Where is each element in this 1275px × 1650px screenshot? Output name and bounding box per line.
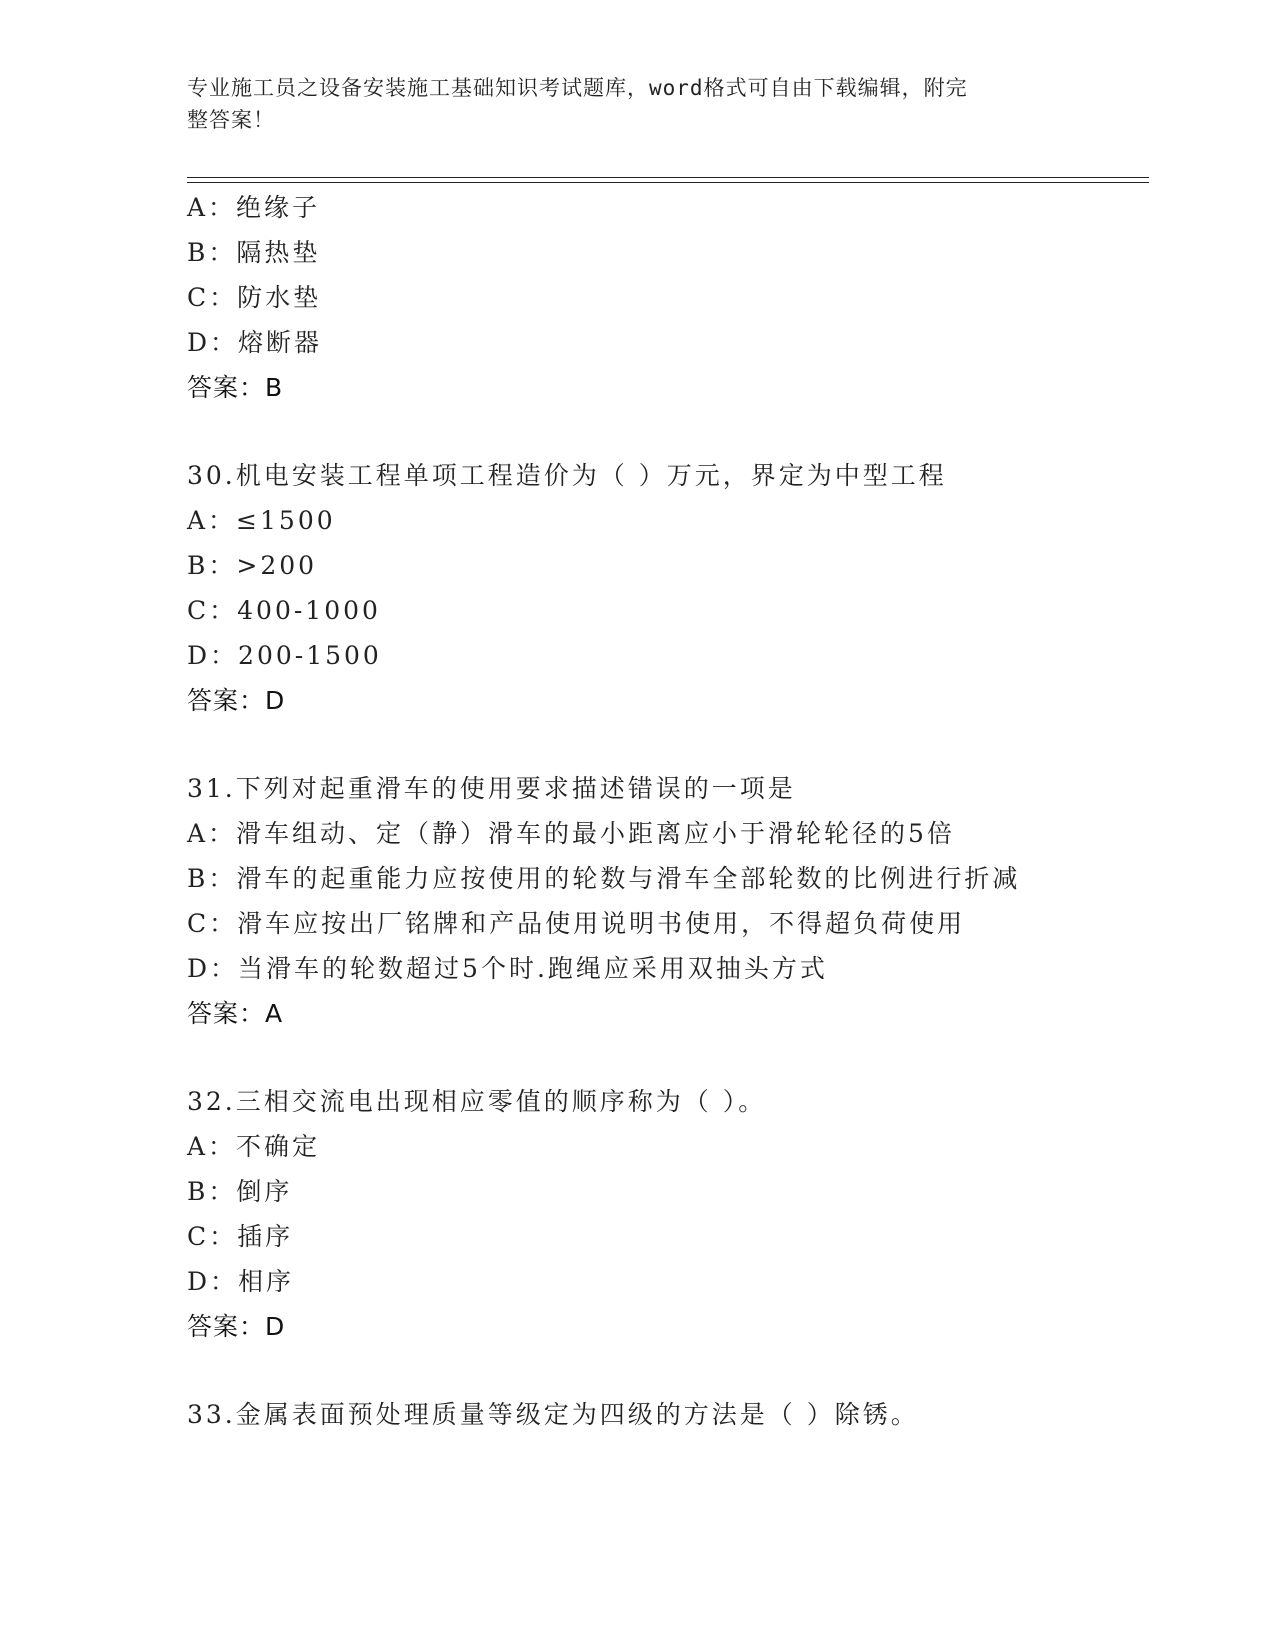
answer-line: 答案：A xyxy=(187,999,284,1028)
option-a: A：不确定 xyxy=(187,1132,321,1161)
option-b: B：>200 xyxy=(187,551,318,580)
option-a: A：≤1500 xyxy=(187,506,336,535)
option-d: D：相序 xyxy=(187,1267,295,1296)
header-line-1: 专业施工员之设备安装施工基础知识考试题库，word格式可自由下载编辑，附完 xyxy=(187,76,968,100)
option-d: D：当滑车的轮数超过5个时.跑绳应采用双抽头方式 xyxy=(187,954,828,983)
header-divider-top xyxy=(187,177,1149,178)
document-header xyxy=(187,72,1067,136)
option-d: D：200-1500 xyxy=(187,641,382,670)
question-stem-33: 33.金属表面预处理质量等级定为四级的方法是（ ）除锈。 xyxy=(187,1400,919,1429)
question-stem-30: 30.机电安装工程单项工程造价为（ ）万元，界定为中型工程 xyxy=(187,461,947,490)
option-c: C：插序 xyxy=(187,1222,294,1251)
option-b: B：滑车的起重能力应按使用的轮数与滑车全部轮数的比例进行折减 xyxy=(187,864,1021,893)
header-line-2: 整答案！ xyxy=(187,108,275,132)
option-c: C：400-1000 xyxy=(187,596,381,625)
option-b: B：倒序 xyxy=(187,1177,293,1206)
option-c: C：防水垫 xyxy=(187,283,322,312)
option-d: D：熔断器 xyxy=(187,328,323,357)
option-c: C：滑车应按出厂铭牌和产品使用说明书使用，不得超负荷使用 xyxy=(187,909,966,938)
option-a: A：绝缘子 xyxy=(187,193,321,222)
question-stem-32: 32.三相交流电出现相应零值的顺序称为（ ）。 xyxy=(187,1087,767,1116)
answer-line: 答案：D xyxy=(187,1312,286,1341)
option-b: B：隔热垫 xyxy=(187,238,321,267)
answer-line: 答案：D xyxy=(187,686,286,715)
answer-line: 答案：B xyxy=(187,373,284,402)
header-divider-bottom xyxy=(187,182,1149,183)
option-a: A：滑车组动、定（静）滑车的最小距离应小于滑轮轮径的5倍 xyxy=(187,819,955,848)
question-stem-31: 31.下列对起重滑车的使用要求描述错误的一项是 xyxy=(187,774,796,803)
